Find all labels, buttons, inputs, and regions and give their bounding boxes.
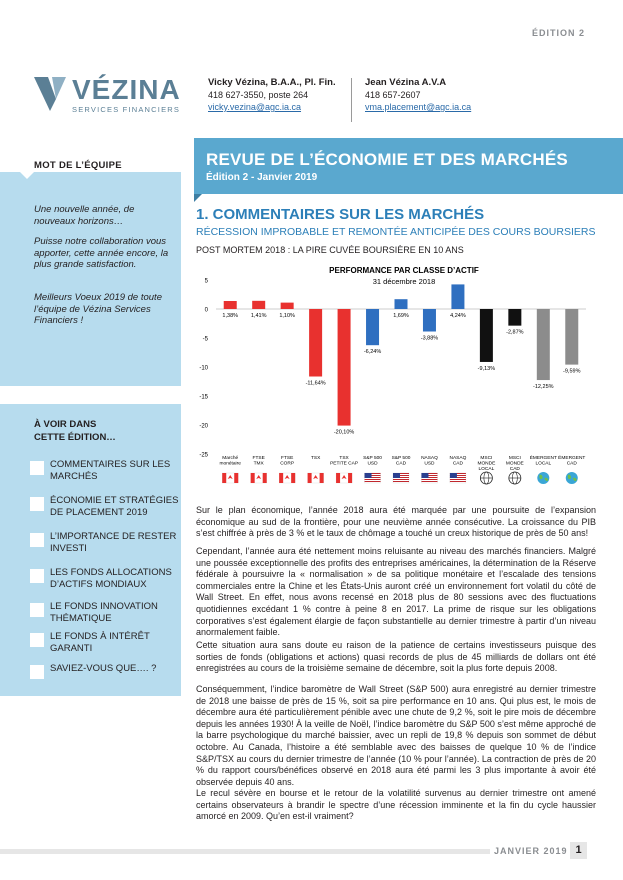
category-label: NASAQ <box>421 456 438 461</box>
vezina-logo <box>34 75 184 119</box>
team-message-p2: Puisse notre collaboration vous apporter, cette année encore, la plus grande satisfaction. <box>34 236 169 270</box>
bar <box>537 309 550 380</box>
bar <box>451 284 464 309</box>
earth-icon <box>537 472 549 484</box>
flag-canton <box>393 473 400 478</box>
toc-label: COMMENTAIRES SUR LES MARCHÉS <box>50 459 171 482</box>
page-number: 1 <box>570 842 587 859</box>
flag-stripe <box>450 479 466 480</box>
data-label: -2,87% <box>506 329 524 336</box>
checkbox[interactable] <box>30 633 44 647</box>
earth-icon <box>566 472 578 484</box>
performance-chart <box>194 262 594 494</box>
flag-stripe <box>393 479 409 480</box>
flag-band <box>348 473 352 483</box>
bar <box>366 309 379 345</box>
logo-mark-icon <box>34 77 66 111</box>
toc-heading-line2: CETTE ÉDITION… <box>34 431 116 443</box>
category-label: S&P 500 <box>363 456 382 461</box>
bar <box>565 309 578 365</box>
footer-rule <box>0 849 490 854</box>
contact-email-link[interactable]: vicky.vezina@agc.ia.ca <box>208 102 302 112</box>
bar <box>252 301 265 309</box>
checkbox[interactable] <box>30 461 44 475</box>
category-label: CAD <box>566 461 577 467</box>
data-label: 4,24% <box>450 313 466 319</box>
category-label: TSX <box>310 456 321 461</box>
contact-email-link[interactable]: vma.placement@agc.ia.ca <box>365 102 472 112</box>
post-mortem-heading: POST MORTEM 2018 : LA PIRE CUVÉE BOURSIÈRE EN 10 ANS <box>196 245 464 255</box>
flag-band <box>234 473 238 483</box>
flag-stripe <box>421 479 437 480</box>
toc-label: LE FONDS À INTÉRÊT GARANTI <box>50 631 150 654</box>
flag-band <box>263 473 267 483</box>
toc-label: LE FONDS INNOVATION THÉMATIQUE <box>50 601 158 624</box>
category-label: ÉMERGENT <box>529 456 557 461</box>
y-tick-label: -5 <box>202 336 208 343</box>
logo-name: VÉZINA <box>72 74 181 105</box>
bar <box>338 309 351 426</box>
checkbox[interactable] <box>30 569 44 583</box>
toc-heading-line1: À VOIR DANS <box>34 419 97 430</box>
category-label: USD <box>367 461 378 467</box>
contact-phone: 418 627-3550, poste 264 <box>208 90 309 100</box>
section-subtitle: RÉCESSION IMPROBABLE ET REMONTÉE ANTICIPÉE DES COURS BOURSIERS <box>196 226 596 238</box>
bar <box>395 299 408 309</box>
data-label: -9,13% <box>477 365 496 372</box>
category-label: FTSE <box>252 456 265 461</box>
category-label: MSCI <box>480 456 493 461</box>
data-label: -11,64% <box>305 380 326 387</box>
team-message-p1: Une nouvelle année, de nouveaux horizons… <box>34 204 135 227</box>
category-label: CAD <box>452 461 463 467</box>
category-label: S&P 500 <box>391 456 411 461</box>
contact-vicky <box>208 77 336 113</box>
flag-canton <box>365 473 372 478</box>
category-label: CAD <box>395 461 407 467</box>
category-label: MONDE <box>505 461 524 467</box>
category-label: MONDE <box>477 461 496 467</box>
chart-subtitle: 31 décembre 2018 <box>372 277 436 286</box>
team-message-p3: Meilleurs Voeux 2019 de toute l’équipe de Vézina Services Financiers ! <box>34 292 162 326</box>
y-tick-label: -20 <box>199 423 208 430</box>
paragraph: Cette situation aura sans doute eu raison de la patience de certains investisseurs puisque des sorties de fonds (obligations et actions) quasi records de plus de 45 milliards de dollars ont été enregistrées au cours de la troisième semaine de décembre, soit la plus forte depuis 2008. <box>196 640 596 674</box>
category-label: LOCAL <box>478 467 495 472</box>
category-label: Marché <box>222 456 239 461</box>
data-label: 1,10% <box>279 313 295 319</box>
checkbox[interactable] <box>30 533 44 547</box>
paragraph: Conséquemment, l’indice baromètre de Wall Street (S&P 500) aura enregistré au dernier trimestre de 2018 une baisse de près de 15 %, soit sa pire performance en 10 ans. Qui plus est, le mois de décembre aura été particulièrement pénible avec une chute de 9,2 %, soit le pire mois de décembre depuis les années 1930! À la veille de Noël, l’indice baromètre du S&P 500 s’est même approché de la barre psychologique du marché baissier, avec un repli de 19,8 % depuis son sommet de début octobre. Au Canada, l’histoire a été semblable avec des baisses de quelque 10 % de l’indice S&P/TSX au cours du dernier trimestre de l’année (10 % pour l’année). La contraction de près de 20 % du rapport cours/bénéfices observé en 2018 aura été parmi les 3 plus importante à avoir été observée depuis 40 ans. <box>196 684 596 787</box>
checkbox[interactable] <box>30 497 44 511</box>
data-label: -6,24% <box>363 349 382 356</box>
contact-jean <box>365 77 471 113</box>
paragraph: Cependant, l’année aura été nettement moins reluisante au niveau des marchés financiers. Malgré une poussée exceptionnelle des profits des entreprises américaines, la détermination de la Réserve fédérale à poursuivre la « normalisation » de sa politique monétaire et l’escalade des tensions commerciales entre la Chine et les États-Unis auront créé un environnement fort volatil du côté de Wall Street. En effet, nous avons recensé en 2018 plus de 80 sessions avec des fluctuations quotidiennes excédant 1 % contre à peine 8 en 2017. La prime de risque sur les obligations corporatives s’est également élargie de façon substantielle au dernier trimestre à partir d’un niveau anormalement faible. <box>196 546 596 638</box>
edition-label: ÉDITION 2 <box>531 28 585 38</box>
data-label: 1,38% <box>222 313 239 319</box>
data-label: -20,10% <box>333 429 355 436</box>
paragraph: Sur le plan économique, l’année 2018 aura été marquée par une poursuite de l’expansion économique au sud de la frontière, pour une neuvième année consécutive. La croissance du PIB s’est chiffrée à près de 3 % et le taux de chômage a touché un creux historique de près de 50 ans! <box>196 505 596 539</box>
flag-band <box>251 473 255 483</box>
data-label: -9,59% <box>563 368 581 375</box>
category-label: CAD <box>509 467 520 472</box>
flag-band <box>308 473 312 483</box>
toc-heading <box>34 419 116 444</box>
review-header <box>194 138 623 194</box>
bar <box>508 309 521 326</box>
data-label: -3,88% <box>420 335 439 342</box>
team-message-title: MOT DE L’ÉQUIPE <box>34 160 122 171</box>
data-label: -12,25% <box>533 384 554 391</box>
category-label: MSCI <box>508 456 521 461</box>
flag-canton <box>450 473 457 478</box>
y-tick-label: 0 <box>204 307 208 314</box>
toc-panel <box>0 404 181 696</box>
category-label: USD <box>424 461 435 467</box>
category-label: TSX <box>339 456 349 461</box>
flag-band <box>336 473 340 483</box>
flag-stripe <box>421 481 437 482</box>
review-title: REVUE DE L’ÉCONOMIE ET DES MARCHÉS <box>206 150 568 169</box>
flag-band <box>320 473 324 483</box>
paragraph: Le recul sévère en bourse et le retour de la volatilité survenus au dernier trimestre ont amené certains observateurs à brandir le spectre d’une récession imminente et la fin du cycle haussier amorcé en 2009. Qu’en est-il vraiment? <box>196 788 596 822</box>
contact-phone: 418 657-2607 <box>365 90 421 100</box>
data-label: 1,41% <box>250 313 267 319</box>
flag-stripe <box>393 481 409 482</box>
category-label: ÉMERGENT <box>558 456 586 461</box>
contact-name: Jean Vézina A.V.A <box>365 77 447 88</box>
toc-label: LES FONDS ALLOCATIONS D’ACTIFS MONDIAUX <box>50 567 172 590</box>
y-tick-label: 5 <box>204 278 208 285</box>
bar <box>480 309 493 362</box>
bar <box>309 309 322 377</box>
toc-label: L’IMPORTANCE DE RESTER INVESTI <box>50 531 177 554</box>
section-title: 1. COMMENTAIRES SUR LES MARCHÉS <box>196 206 485 223</box>
toc-label: ÉCONOMIE ET STRATÉGIES DE PLACEMENT 2019 <box>50 495 179 518</box>
contact-divider <box>351 78 352 122</box>
y-tick-label: -10 <box>199 365 208 372</box>
flag-stripe <box>450 481 466 482</box>
category-label: NASAQ <box>449 456 467 461</box>
checkbox[interactable] <box>30 665 44 679</box>
bar <box>224 301 237 309</box>
category-label: LOCAL <box>535 461 552 467</box>
category-label: PETITE CAP <box>330 461 359 467</box>
flag-stripe <box>365 481 381 482</box>
data-label: 1,69% <box>393 313 409 319</box>
category-label: FTSE <box>281 456 294 461</box>
checkbox[interactable] <box>30 603 44 617</box>
flag-stripe <box>365 479 381 480</box>
y-tick-label: -25 <box>199 452 208 459</box>
logo-subtitle: SERVICES FINANCIERS <box>72 105 181 114</box>
contact-name: Vicky Vézina, B.A.A., Pl. Fin. <box>208 77 336 88</box>
flag-band <box>222 473 226 483</box>
team-message-panel <box>0 138 181 386</box>
bar <box>423 309 436 332</box>
bar <box>281 303 294 309</box>
category-label: monétaire <box>219 461 241 467</box>
category-label: TMX <box>253 461 264 467</box>
category-label: CORP <box>280 461 295 467</box>
toc-label: SAVIEZ-VOUS QUE…. ? <box>50 663 157 674</box>
footer-date: JANVIER 2019 <box>494 846 568 856</box>
chart-title: PERFORMANCE PAR CLASSE D’ACTIF <box>329 266 479 275</box>
flag-band <box>291 473 295 483</box>
flag-canton <box>421 473 428 478</box>
y-tick-label: -15 <box>199 394 208 401</box>
flag-band <box>279 473 283 483</box>
review-subtitle: Édition 2 - Janvier 2019 <box>206 172 318 183</box>
